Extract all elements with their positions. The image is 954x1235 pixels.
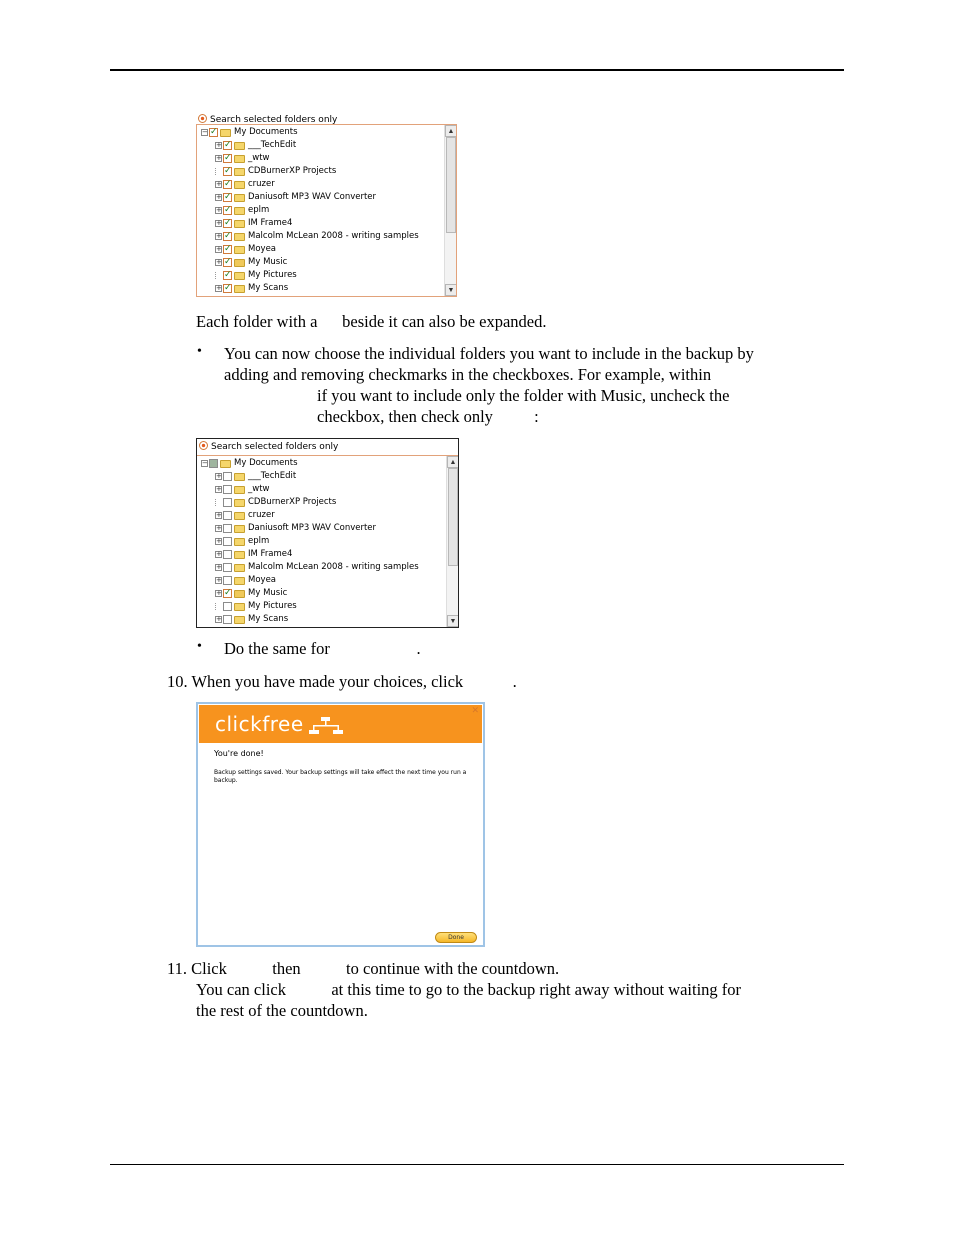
expand-icon[interactable]: + [216,472,222,480]
step-11-line3: the rest of the countdown. [196,1001,368,1020]
tree-item[interactable]: + Moyea [216,575,277,585]
tree-item[interactable]: + ✓ ___TechEdit [216,140,297,150]
tree-item[interactable]: + ✓ My Music [216,257,288,267]
expand-icon[interactable]: + [216,563,222,571]
tree-item[interactable]: + _wtw [216,484,270,494]
checkbox-unchecked[interactable] [223,485,232,494]
scroll-thumb[interactable] [446,137,456,233]
tree-item[interactable]: + ✓ My Scans [216,283,289,293]
tree-root[interactable]: − ✓ My Documents [202,127,298,137]
folder-icon [234,551,245,559]
dialog-header [199,705,482,743]
checkbox-unchecked[interactable] [223,602,232,611]
tree-item-my-music[interactable]: + ✓ My Music [216,588,288,598]
checkbox-checked[interactable]: ✓ [210,127,218,137]
folder-icon [234,142,245,150]
expand-icon[interactable]: + [216,219,222,227]
bullet1-line4: checkbox, then check only : [317,407,539,426]
tree-item[interactable]: + Malcolm McLean 2008 - writing samples [216,562,419,572]
expand-icon[interactable]: + [216,511,222,519]
checkbox-unchecked[interactable] [223,472,232,481]
checkbox-checked[interactable]: ✓ [224,588,232,598]
checkbox-unchecked[interactable] [223,524,232,533]
tree-line-icon [215,499,222,506]
folder-tree-music-only [196,438,460,628]
folder-icon [234,233,245,241]
folder-icon [234,220,245,228]
expand-icon[interactable]: + [216,232,222,240]
expand-icon[interactable]: + [216,589,222,597]
dialog-message: Backup settings saved. Your backup settings will take effect the next time you run a backup. [214,769,467,784]
checkbox-unchecked[interactable] [223,511,232,520]
scroll-up-icon[interactable]: ▲ [445,125,457,137]
folder-icon [234,538,245,546]
folder-icon [234,499,245,507]
expand-icon[interactable]: + [216,141,222,149]
bullet1-line2: adding and removing checkmarks in the checkboxes. For example, within [224,365,712,384]
folder-icon [234,168,245,176]
pictures-folder-icon [234,272,245,280]
search-selected-radio[interactable] [199,440,338,454]
tree-item[interactable]: ✓ My Pictures [215,269,297,282]
tree-item[interactable]: + ✓ Moyea [216,244,277,254]
folder-icon [234,207,245,215]
folder-icon [234,194,245,202]
expand-note: Each folder with a beside it can also be expanded. [196,312,547,331]
collapse-icon[interactable]: − [202,459,208,467]
network-icon [309,717,343,735]
radio-selected-icon[interactable] [198,114,207,123]
expand-icon[interactable]: + [216,245,222,253]
step-11-line1: 11. Click then to continue with the countdown. [167,959,560,978]
divider [197,455,458,456]
bullet-icon: • [197,639,202,654]
folder-icon [234,486,245,494]
checkbox-checked[interactable]: ✓ [224,270,232,280]
expand-icon[interactable]: + [216,284,222,292]
expand-icon[interactable]: + [216,524,222,532]
checkbox-unchecked[interactable] [223,615,232,624]
radio-label: Search selected folders only [211,442,339,452]
checkbox-unchecked[interactable] [223,563,232,572]
expand-icon[interactable]: + [216,550,222,558]
checkbox-checked[interactable]: ✓ [224,218,232,228]
radio-selected-icon[interactable] [199,441,208,450]
scroll-thumb[interactable] [448,468,458,566]
folder-tree-all-checked [196,113,458,302]
tree-line-icon [215,272,222,279]
tree-item[interactable]: + ___TechEdit [216,471,297,481]
checkbox-checked[interactable]: ✓ [224,205,232,215]
checkbox-checked[interactable]: ✓ [224,166,232,176]
step-11-line2: You can click at this time to go to the backup right away without waiting for [196,980,742,999]
tree-item[interactable]: + ✓ eplm [216,205,270,215]
tree-item[interactable]: My Pictures [215,600,297,613]
music-folder-icon [234,590,245,598]
expand-icon[interactable]: + [216,615,222,623]
tree-item[interactable]: + Daniusoft MP3 WAV Converter [216,523,377,533]
collapse-icon[interactable]: − [202,128,208,136]
checkbox-checked[interactable]: ✓ [224,179,232,189]
tree-item[interactable]: + ✓ Daniusoft MP3 WAV Converter [216,192,377,202]
done-button[interactable]: Done [435,932,477,943]
folder-icon [234,473,245,481]
tree-item[interactable]: + eplm [216,536,270,546]
checkbox-unchecked[interactable] [223,498,232,507]
scroll-down-icon[interactable]: ▼ [447,615,459,627]
step-10: 10. When you have made your choices, click . [167,672,517,691]
tree-box [196,438,459,628]
tree-item[interactable]: ✓ CDBurnerXP Projects [215,165,336,178]
folder-icon [234,525,245,533]
folder-icon [234,155,245,163]
folder-icon [234,512,245,520]
expand-icon[interactable]: + [216,193,222,201]
clickfree-logo: clickfree [215,712,304,736]
tree-item[interactable]: + ✓ Malcolm McLean 2008 - writing samples [216,231,419,241]
tree-box [196,124,457,297]
folder-icon [234,577,245,585]
expand-icon[interactable]: + [216,206,222,214]
folder-icon [220,129,231,137]
checkbox-checked[interactable]: ✓ [224,192,232,202]
bullet1-line1: You can now choose the individual folders you want to include in the backup by [224,344,754,363]
folder-icon [220,460,231,468]
checkbox-checked[interactable]: ✓ [224,153,232,163]
music-folder-icon [234,259,245,267]
tree-item[interactable]: + cruzer [216,510,275,520]
vertical-scrollbar[interactable] [444,125,456,296]
tree-item[interactable]: + ✓ _wtw [216,153,270,163]
close-icon[interactable]: ✕ [471,706,479,716]
vertical-scrollbar[interactable] [446,456,458,627]
tree-item[interactable]: + My Scans [216,614,289,624]
clickfree-dialog [196,702,485,947]
scroll-up-icon[interactable]: ▲ [447,456,459,468]
expand-icon[interactable]: + [216,537,222,545]
tree-item[interactable]: + ✓ cruzer [216,179,275,189]
checkbox-checked[interactable]: ✓ [224,231,232,241]
checkbox-checked[interactable]: ✓ [224,140,232,150]
checkbox-unchecked[interactable] [223,537,232,546]
header-rule [110,69,844,71]
expand-icon[interactable]: + [216,180,222,188]
expand-icon[interactable]: + [216,154,222,162]
bullet2-text: Do the same for . [224,639,421,658]
checkbox-checked[interactable]: ✓ [224,244,232,254]
expand-icon[interactable]: + [216,485,222,493]
checkbox-unchecked[interactable] [223,576,232,585]
pictures-folder-icon [234,603,245,611]
scroll-down-icon[interactable]: ▼ [445,284,457,296]
folder-icon [234,246,245,254]
checkbox-partial[interactable] [209,459,218,468]
checkbox-checked[interactable]: ✓ [224,283,232,293]
folder-icon [234,181,245,189]
folder-icon [234,564,245,572]
bullet-icon: • [197,344,202,359]
folder-icon [234,616,245,624]
folder-icon [234,285,245,293]
expand-icon[interactable]: + [216,258,222,266]
tree-item[interactable]: + ✓ IM Frame4 [216,218,293,228]
checkbox-unchecked[interactable] [223,550,232,559]
tree-line-icon [215,168,222,175]
tree-item[interactable]: CDBurnerXP Projects [215,496,336,509]
tree-line-icon [215,603,222,610]
expand-icon[interactable]: + [216,576,222,584]
dialog-title: You're done! [214,749,264,758]
radio-label: Search selected folders only [210,115,338,125]
tree-root[interactable]: − My Documents [202,458,298,468]
footer-rule [110,1164,844,1165]
checkbox-checked[interactable]: ✓ [224,257,232,267]
tree-item[interactable]: + IM Frame4 [216,549,293,559]
bullet1-line3: if you want to include only the folder with Music, uncheck the [317,386,730,405]
